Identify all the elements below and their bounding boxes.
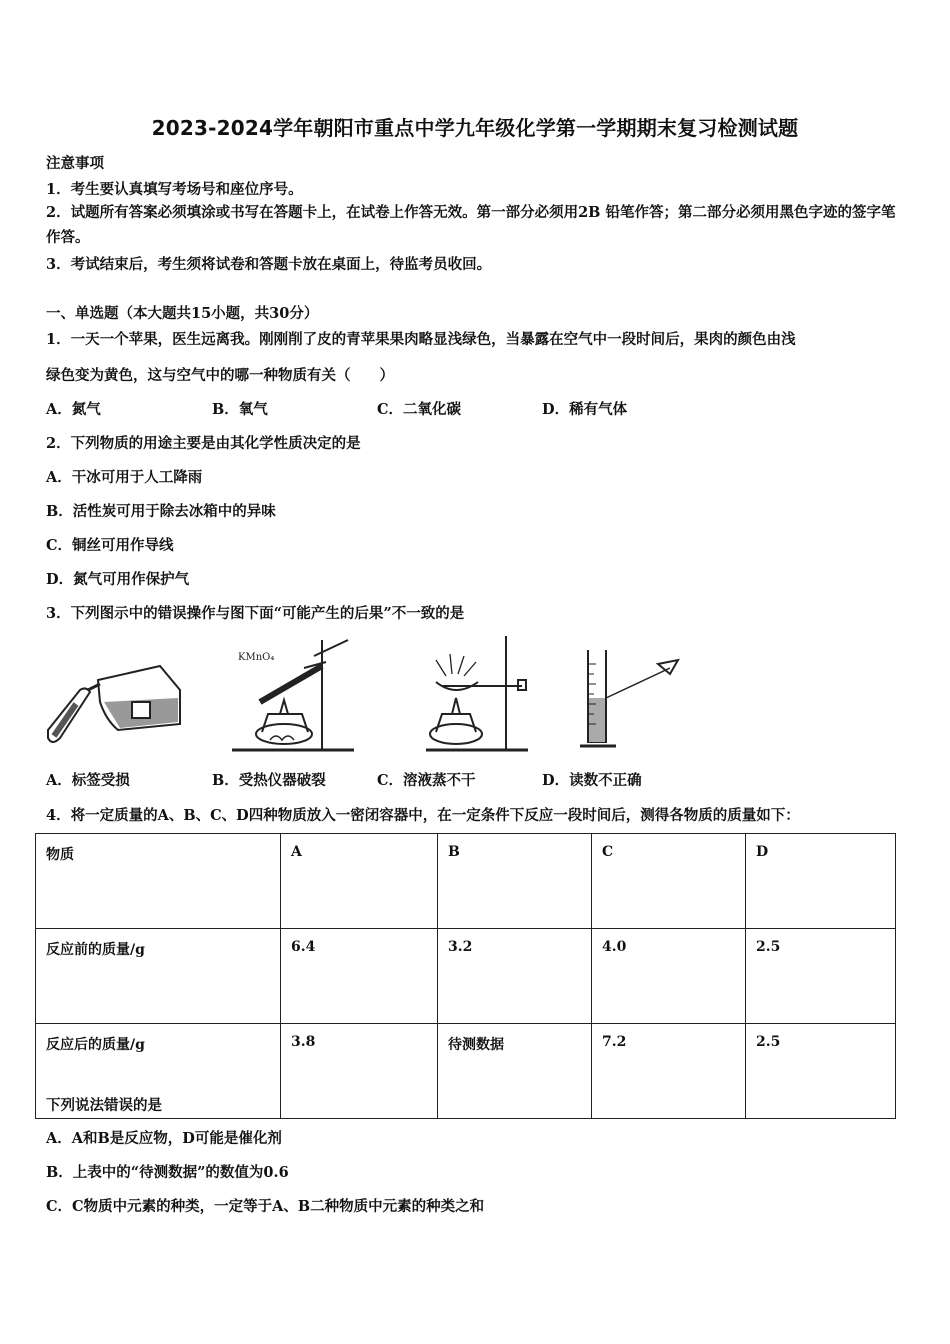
q3-stem: 3．下列图示中的错误操作与图下面“可能产生的后果”不一致的是 [46, 605, 465, 622]
figure-d-cylinder [578, 644, 688, 754]
table-cell: 2.5 [746, 929, 896, 1024]
q4-stem: 4．将一定质量的A、B、C、D四种物质放入一密闭容器中，在一定条件下反应一段时间后，测得各物质的质量如下： [46, 807, 800, 824]
notice-item-3: 3．考试结束后，考生须将试卷和答题卡放在桌面上，待监考员收回。 [46, 256, 492, 273]
section-heading: 一、单选题（本大题共15小题，共30分） [46, 305, 319, 322]
table-header-row [36, 834, 896, 929]
q3-option-d: D．读数不正确 [542, 772, 642, 789]
q2-option-b: B．活性炭可用于除去冰箱中的异味 [46, 503, 276, 520]
figure-a-pouring [40, 650, 190, 750]
q4-option-a: A．A和B是反应物，D可能是催化剂 [46, 1130, 282, 1147]
table-cell: D [746, 834, 896, 929]
q2-option-a: A．干冰可用于人工降雨 [46, 469, 203, 486]
table-cell: 7.2 [592, 1024, 746, 1119]
mass-table [35, 833, 896, 1119]
table-cell: 反应前的质量/g [36, 929, 281, 1024]
q2-option-c: C．铜丝可用作导线 [46, 537, 174, 554]
table-cell: C [592, 834, 746, 929]
table-row [36, 1024, 896, 1119]
q4-option-c: C．C物质中元素的种类，一定等于A、B二种物质中元素的种类之和 [46, 1198, 485, 1215]
page-title: 2023-2024学年朝阳市重点中学九年级化学第一学期期末复习检测试题 [151, 116, 799, 140]
table-cell: A [281, 834, 438, 929]
notice-item-1: 1．考生要认真填写考场号和座位序号。 [46, 181, 303, 198]
table-cell: 反应后的质量/g [36, 1024, 281, 1119]
q1-option-d: D．稀有气体 [542, 401, 628, 418]
table-cell: 物质 [36, 834, 281, 929]
q1-option-c: C．二氧化碳 [377, 401, 462, 418]
figure-c-evaporating [422, 632, 532, 754]
q4-option-b: B．上表中的“待测数据”的数值为0.6 [46, 1164, 289, 1181]
q3-option-b: B．受热仪器破裂 [212, 772, 326, 789]
q1-option-a: A．氮气 [46, 401, 101, 418]
q1-stem-line2: 绿色变为黄色，这与空气中的哪一种物质有关（ ） [46, 367, 394, 384]
table-cell: 6.4 [281, 929, 438, 1024]
q2-stem: 2．下列物质的用途主要是由其化学性质决定的是 [46, 435, 361, 452]
table-cell: 2.5 [746, 1024, 896, 1119]
table-cell: 3.2 [438, 929, 592, 1024]
kmno4-label: KMnO₄ [238, 652, 275, 663]
q1-stem-line1: 1．一天一个苹果，医生远离我。刚刚削了皮的青苹果果肉略显浅绿色，当暴露在空气中一段时间后，果肉的颜色由浅 [46, 331, 796, 348]
q3-option-c: C．溶液蒸不干 [377, 772, 476, 789]
notice-item-2: 2．试题所有答案必须填涂或书写在答题卡上，在试卷上作答无效。第一部分必须用2B 铅笔作答；第二部分必须用黑色字迹的签字笔作答。 [46, 204, 896, 246]
table-row [36, 929, 896, 1024]
table-cell: 待测数据 [438, 1024, 592, 1119]
figure-b-heating [222, 632, 362, 754]
notice-heading: 注意事项 [46, 155, 104, 172]
table-cell: 3.8 [281, 1024, 438, 1119]
q3-option-a: A．标签受损 [46, 772, 130, 789]
q4-sub-stem: 下列说法错误的是 [46, 1097, 162, 1114]
q1-option-b: B．氧气 [212, 401, 268, 418]
table-cell: 4.0 [592, 929, 746, 1024]
table-cell: B [438, 834, 592, 929]
q2-option-d: D．氮气可用作保护气 [46, 571, 190, 588]
